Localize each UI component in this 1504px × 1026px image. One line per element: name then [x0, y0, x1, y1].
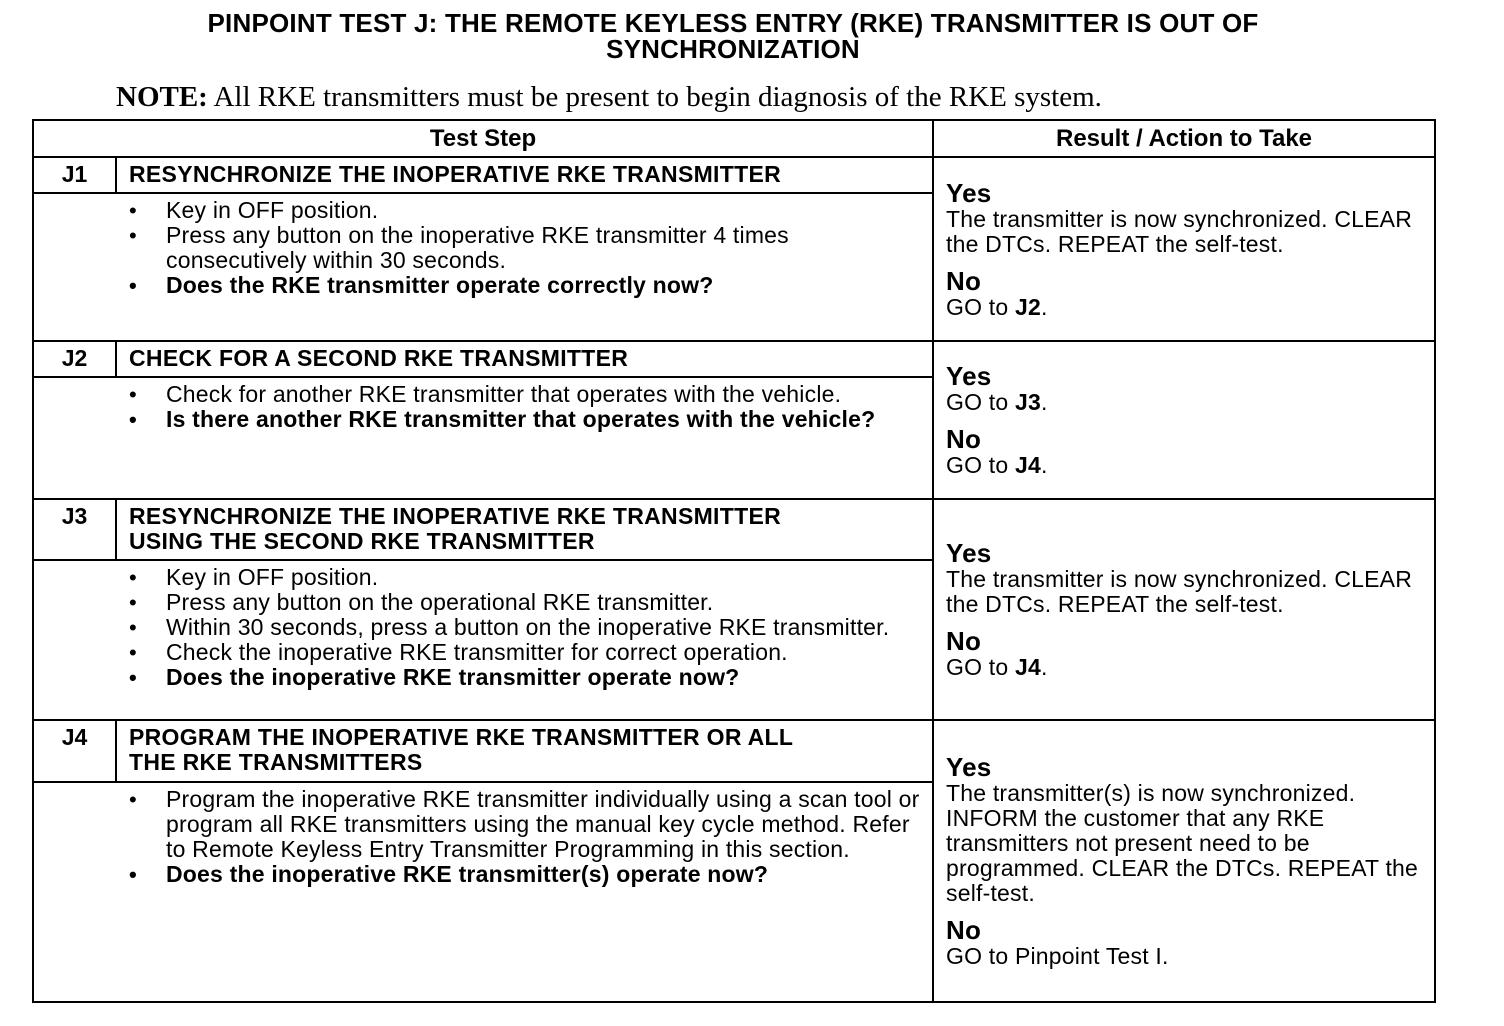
goto-step-ref: J3: [1014, 389, 1041, 415]
step-j1-title-row: [33, 157, 1435, 193]
title-line-1: PINPOINT TEST J: THE REMOTE KEYLESS ENTRY (RKE) TRANSMITTER IS OUT OF: [207, 8, 1259, 38]
yes-label: Yes: [946, 361, 992, 391]
step-question: • Does the inoperative RKE transmitter(s) operate now?: [116, 862, 922, 887]
step-title: CHECK FOR A SECOND RKE TRANSMITTER: [116, 341, 933, 377]
list-item: • Key in OFF position.: [116, 198, 922, 223]
header-test-step: Test Step: [33, 120, 933, 157]
step-j2-title-row: [33, 341, 1435, 377]
step-id: J2: [33, 341, 116, 377]
no-label: No: [946, 626, 982, 656]
note-label: NOTE:: [116, 81, 208, 113]
table-header-row: [33, 120, 1435, 157]
step-id: J3: [33, 499, 116, 560]
step-id: J1: [33, 157, 116, 193]
step-j3-title-row: [33, 499, 1435, 560]
step-body: [116, 782, 933, 1002]
list-item: • Within 30 seconds, press a button on the inoperative RKE transmitter.: [116, 615, 922, 640]
step-j3-result: [933, 499, 1435, 720]
list-item: • Press any button on the inoperative RKE transmitter 4 times consecutively within 30 seconds.: [116, 223, 922, 273]
no-action: GO to J4.: [946, 654, 1048, 680]
no-label: No: [946, 265, 982, 296]
list-item: • Check for another RKE transmitter that operates with the vehicle.: [116, 382, 922, 407]
step-title: PROGRAM THE INOPERATIVE RKE TRANSMITTER OR ALL THE RKE TRANSMITTERS: [116, 720, 933, 782]
yes-action: The transmitter is now synchronized. CLEAR the DTCs. REPEAT the self-test.: [946, 566, 1413, 617]
step-id: J4: [33, 720, 116, 782]
note: [116, 82, 1102, 112]
title-line-2: SYNCHRONIZATION: [606, 34, 860, 64]
goto-step-ref: J4: [1014, 452, 1041, 478]
step-question: • Does the RKE transmitter operate correctly now?: [116, 273, 922, 298]
step-j2-result: [933, 341, 1435, 499]
step-body: [116, 560, 933, 720]
step-j1-result: [933, 157, 1435, 341]
step-j4-title-row: [33, 720, 1435, 782]
header-result: Result / Action to Take: [933, 120, 1435, 157]
step-question: • Does the inoperative RKE transmitter operate now?: [116, 665, 922, 690]
list-item: • Program the inoperative RKE transmitter individually using a scan tool or program all RKE transmitters using the manual key cycle method. Refer to Remote Keyless Entry Transmitter Programming in this section.: [116, 787, 922, 862]
note-text: All RKE transmitters must be present to begin diagnosis of the RKE system.: [207, 81, 1102, 113]
pinpoint-test-table: [32, 119, 1436, 1003]
no-action: GO to Pinpoint Test I.: [946, 943, 1169, 969]
step-j4-result: [933, 720, 1435, 1002]
list-item: • Key in OFF position.: [116, 565, 922, 590]
step-title: RESYNCHRONIZE THE INOPERATIVE RKE TRANSMITTER USING THE SECOND RKE TRANSMITTER: [116, 499, 933, 560]
step-body: [116, 193, 933, 341]
yes-action: The transmitter is now synchronized. CLEAR the DTCs. REPEAT the self-test.: [946, 205, 1413, 257]
page-title: [0, 10, 1466, 62]
no-action: GO to J2.: [946, 293, 1048, 320]
step-body: [116, 377, 933, 499]
no-action: GO to J4.: [946, 452, 1048, 478]
step-title: RESYNCHRONIZE THE INOPERATIVE RKE TRANSMITTER: [116, 157, 933, 193]
no-label: No: [946, 424, 982, 454]
goto-step-ref: J2: [1014, 293, 1041, 320]
list-item: • Press any button on the operational RKE transmitter.: [116, 590, 922, 615]
yes-action: GO to J3.: [946, 389, 1048, 415]
yes-label: Yes: [946, 177, 992, 208]
yes-label: Yes: [946, 538, 992, 568]
yes-label: Yes: [946, 752, 992, 782]
step-question: • Is there another RKE transmitter that operates with the vehicle?: [116, 407, 922, 432]
no-label: No: [946, 915, 982, 945]
goto-step-ref: J4: [1014, 654, 1041, 680]
list-item: • Check the inoperative RKE transmitter for correct operation.: [116, 640, 922, 665]
yes-action: The transmitter(s) is now synchronized. INFORM the customer that any RKE transmitters not present need to be programmed. CLEAR the DTCs. REPEAT the self-test.: [946, 780, 1419, 906]
